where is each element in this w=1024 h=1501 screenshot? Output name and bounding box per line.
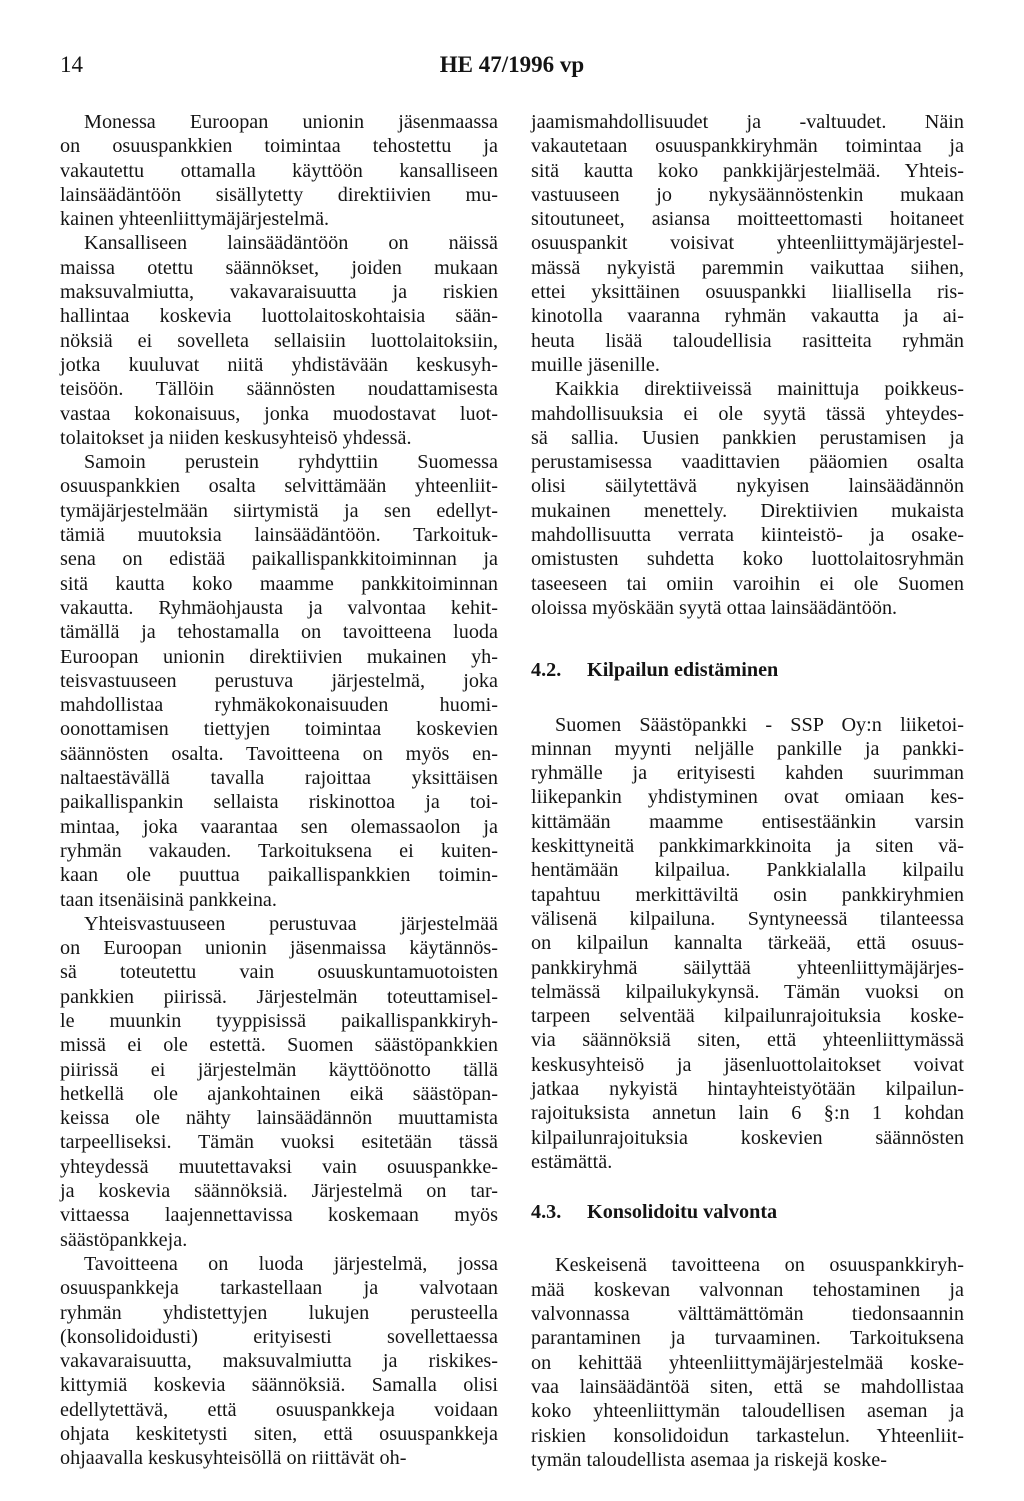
text-line: le muunkin tyyppisissä paikallispankkiryh-: [60, 1009, 498, 1032]
right-intro: [531, 110, 964, 620]
text-line: säästöpankkeja.: [60, 1228, 188, 1251]
text-line: oonottamisen tiettyjen toimintaa koskevien: [60, 718, 498, 741]
text-line: osuuspankkien osalta selvittämään yhteenliit-: [60, 475, 498, 498]
text-line: tämiä muutoksia lainsäädäntöön. Tarkoituk-: [60, 524, 498, 547]
text-line: Suomen Säästöpankki - SSP Oy:n liiketoi-: [555, 713, 964, 736]
text-line: perustamisessa vaadittavien pääomien osalta: [531, 451, 964, 474]
text-line: säännösten osalta. Tavoitteena on myös en-: [60, 742, 498, 765]
text-line: ohjata keskitetysti siten, että osuuspankkeja: [60, 1423, 498, 1446]
text-line: kinotolla vaaranna ryhmän vakautta ja ai-: [531, 305, 964, 328]
text-line: välisenä kilpailuna. Syntyneessä tilanteessa: [531, 907, 964, 930]
running-header: HE 47/1996 vp: [439, 52, 585, 77]
text-line: kilpailunrajoituksia koskevien säännösten: [531, 1126, 964, 1149]
text-line: teisöön. Tällöin säännösten noudattamisesta: [60, 378, 498, 401]
text-line: sena on edistää paikallispankkitoiminnan ja: [60, 548, 498, 571]
text-line: vastaa kokonaisuus, jonka muodostavat luot-: [60, 402, 498, 425]
text-line: edellytettävä, että osuuspankkeja voidaan: [60, 1398, 498, 1421]
text-line: taan itsenäisinä pankkeina.: [60, 888, 277, 911]
left-column: [60, 110, 498, 1471]
text-line: hallintaa koskevia luottolaitoskohtaisia sään-: [60, 305, 498, 328]
text-line: Samoin perustein ryhdyttiin Suomessa: [84, 451, 498, 474]
text-line: Tavoitteena on luoda järjestelmä, jossa: [84, 1252, 498, 1275]
text-line: paikallispankin sellaista riskinottoa ja toi-: [60, 791, 498, 814]
text-line: on kilpailun kannalta tärkeää, että osuus-: [531, 932, 964, 955]
text-line: lainsäädäntöön sisällytetty direktiivien mu-: [60, 183, 498, 206]
text-line: tarpeen selventää kilpailunrajoituksia koske-: [531, 1005, 964, 1028]
text-line: ohjaavalla keskusyhteisöllä on riittävät oh-: [60, 1447, 407, 1470]
text-line: jotka kuuluvat niitä yhdistävään keskusyh-: [60, 353, 498, 376]
text-line: vakautettu ottamalla käyttöön kansalliseen: [60, 159, 498, 182]
text-line: on Euroopan unionin jäsenmaissa käytännös-: [60, 937, 498, 960]
text-line: on osuuspankkien toimintaa tehostettu ja: [60, 135, 498, 158]
right-column: [531, 110, 964, 1472]
text-line: mää koskevan valvonnan tehostaminen ja: [531, 1278, 964, 1301]
text-line: vakautta. Ryhmäohjausta ja valvontaa kehit-: [60, 596, 498, 619]
text-line: sitä kautta koko maamme pankkitoiminnan: [60, 572, 498, 595]
text-line: omistusten suhdetta koko luottolaitosryhmän: [531, 548, 964, 571]
text-line: kainen yhteenliittymäjärjestelmä.: [60, 208, 330, 231]
text-line: keskittyneitä pankkimarkkinoita ja siten vä-: [531, 835, 964, 858]
text-line: kittämään maamme entisestäänkin varsin: [531, 810, 964, 833]
text-line: tapahtuu merkittäviltä osin pankkiryhmien: [531, 883, 964, 906]
text-line: sitoutuneet, asiansa moitteettomasti hoitaneet: [531, 208, 964, 231]
text-line: sä sallia. Uusien pankkien perustamisen ja: [531, 426, 964, 449]
text-line: vakavaraisuutta, maksuvalmiutta ja riskikes-: [60, 1350, 498, 1373]
text-line: mahdollistaa ryhmäkokonaisuuden huomi-: [60, 694, 498, 717]
text-line: hentämään kilpailua. Pankkialalla kilpailu: [531, 859, 964, 882]
section-title: Konsolidoitu valvonta: [587, 1201, 778, 1224]
text-line: tämällä ja tehostamalla on tavoitteena luoda: [60, 621, 498, 644]
text-line: ryhmän vakauden. Tarkoituksena ei kuiten-: [60, 839, 498, 862]
text-line: telmässä kilpailukykynsä. Tämän vuoksi on: [531, 980, 964, 1003]
text-line: keskusyhteisö ja jäsenluottolaitokset voivat: [531, 1053, 964, 1076]
text-line: tymäjärjestelmään siirtymistä ja sen edellyt-: [60, 499, 498, 522]
text-line: estämättä.: [531, 1150, 613, 1173]
text-line: (konsolidoidusti) erityisesti sovellettaessa: [60, 1325, 498, 1348]
section-body-4-3: [531, 1253, 964, 1472]
text-line: vakautetaan osuuspankkiryhmän toimintaa ja: [531, 135, 964, 158]
text-line: mukainen menettely. Direktiivien mukaista: [531, 499, 964, 522]
text-line: koko yhteenliittymän taloudellisen aseman ja: [531, 1400, 964, 1423]
text-line: jatkaa nykyistä hintayhteistyötään kilpailun-: [531, 1077, 964, 1100]
text-line: parantaminen ja turvaaminen. Tarkoituksena: [531, 1327, 964, 1350]
text-line: liikepankin yhdistyminen ovat omiaan kes-: [531, 786, 964, 809]
text-line: kittymiä koskevia säännöksiä. Samalla olisi: [60, 1374, 498, 1397]
text-line: hetkellä ole ajankohtainen eikä säästöpan-: [60, 1082, 498, 1105]
text-line: ettei yksittäinen osuuspankki liiallisella ris-: [531, 281, 964, 304]
text-line: Kansalliseen lainsäädäntöön on näissä: [84, 232, 498, 255]
text-line: keissa ole nähty lainsäädännön muuttamista: [60, 1107, 498, 1130]
text-line: taseeseen tai omiin varoihin ei ole Suomen: [531, 572, 964, 595]
text-line: pankkiryhmä säilyttää yhteenliittymäjärjes-: [531, 956, 964, 979]
text-line: Keskeisenä tavoitteena on osuuspankkiryh-: [555, 1254, 964, 1277]
text-line: vaa lainsäädäntöä siten, että se mahdollistaa: [531, 1375, 964, 1398]
section-heading-4-3: [531, 1200, 964, 1224]
text-line: tarpeelliseksi. Tämän vuoksi esitetään tässä: [60, 1131, 498, 1154]
text-line: mahdollisuutta verrata kiinteistö- ja osake-: [531, 524, 964, 547]
text-line: tymän taloudellista asemaa ja riskejä koske-: [531, 1448, 887, 1471]
text-line: minnan myynti neljälle pankille ja pankki-: [531, 737, 964, 760]
text-line: yhteydessä muutettavaksi vain osuuspankke-: [60, 1155, 498, 1178]
text-line: sitä kautta koko pankkijärjestelmää. Yhteis-: [531, 159, 964, 182]
text-line: Kaikkia direktiiveissä mainittuja poikkeus-: [555, 378, 964, 401]
section-number: 4.2.: [531, 659, 562, 682]
text-line: oloissa myöskään syytä ottaa lainsäädäntöön.: [531, 596, 898, 619]
text-line: maissa otettu säännökset, joiden mukaan: [60, 256, 498, 279]
text-line: ja koskevia säännöksiä. Järjestelmä on tar-: [60, 1180, 498, 1203]
text-line: pankkien piirissä. Järjestelmän toteuttamisel-: [60, 985, 498, 1008]
text-line: mintaa, joka vaarantaa sen olemassaolon ja: [60, 815, 498, 838]
section-title: Kilpailun edistäminen: [587, 659, 779, 682]
text-line: osuuspankit voisivat yhteenliittymäjärjestel-: [531, 232, 964, 255]
text-line: mässä nykyistä paremmin vaikuttaa siihen,: [531, 256, 964, 279]
text-line: via säännöksiä siten, että yhteenliittymässä: [531, 1029, 964, 1052]
text-line: heuta lisää taloudellisia rasitteita ryhmän: [531, 329, 964, 352]
text-line: Euroopan unionin direktiivien mukainen yh-: [60, 645, 498, 668]
text-line: piirissä ei järjestelmän käyttöönotto tällä: [60, 1058, 498, 1081]
section-heading-4-2: [531, 658, 964, 682]
text-line: olisi säilytettävä nykyisen lainsäädännön: [531, 475, 964, 498]
text-line: missä ei ole estettä. Suomen säästöpankkien: [60, 1034, 498, 1057]
text-line: nöksiä ei sovelleta sellaisiin luottolaitoksiin,: [60, 329, 498, 352]
page-number: 14: [60, 52, 83, 77]
text-line: valvonnassa välttämättömän tiedonsaannin: [531, 1303, 964, 1326]
text-line: Yhteisvastuuseen perustuvaa järjestelmää: [84, 912, 498, 935]
text-line: mahdollisuuksia ei ole syytä tässä yhteydes-: [531, 402, 964, 425]
text-line: kaan ole puuttua paikallispankkien toimin-: [60, 864, 498, 887]
text-line: sä toteutettu vain osuuskuntamuotoisten: [60, 961, 498, 984]
text-line: Monessa Euroopan unionin jäsenmaassa: [84, 111, 498, 133]
text-line: rajoituksista annetun lain 6 §:n 1 kohdan: [531, 1102, 964, 1125]
text-line: riskien konsolidoidun tarkastelun. Yhteenliit-: [531, 1424, 964, 1447]
text-line: naltaestävällä tavalla rajoittaa yksittäisen: [60, 767, 498, 790]
text-line: vastuuseen jo nykysäännöstenkin mukaan: [531, 183, 964, 206]
text-line: vittaessa laajennettavissa koskemaan myös: [60, 1204, 498, 1227]
text-line: jaamismahdollisuudet ja -valtuudet. Näin: [531, 111, 964, 133]
text-line: tolaitokset ja niiden keskusyhteisö yhdessä.: [60, 426, 412, 449]
text-line: ryhmälle ja erityisesti kahden suurimman: [531, 762, 964, 785]
text-line: maksuvalmiutta, vakavaraisuutta ja riskien: [60, 281, 498, 304]
text-line: osuuspankkeja tarkastellaan ja valvotaan: [60, 1277, 498, 1300]
text-line: muille jäsenille.: [531, 353, 660, 376]
section-body-4-2: [531, 713, 964, 1175]
text-line: ryhmän yhdistettyjen lukujen perusteella: [60, 1301, 498, 1324]
section-number: 4.3.: [531, 1201, 562, 1224]
text-line: on kehittää yhteenliittymäjärjestelmää koske-: [531, 1351, 964, 1374]
text-line: teisvastuuseen perustuva järjestelmä, joka: [60, 669, 498, 692]
